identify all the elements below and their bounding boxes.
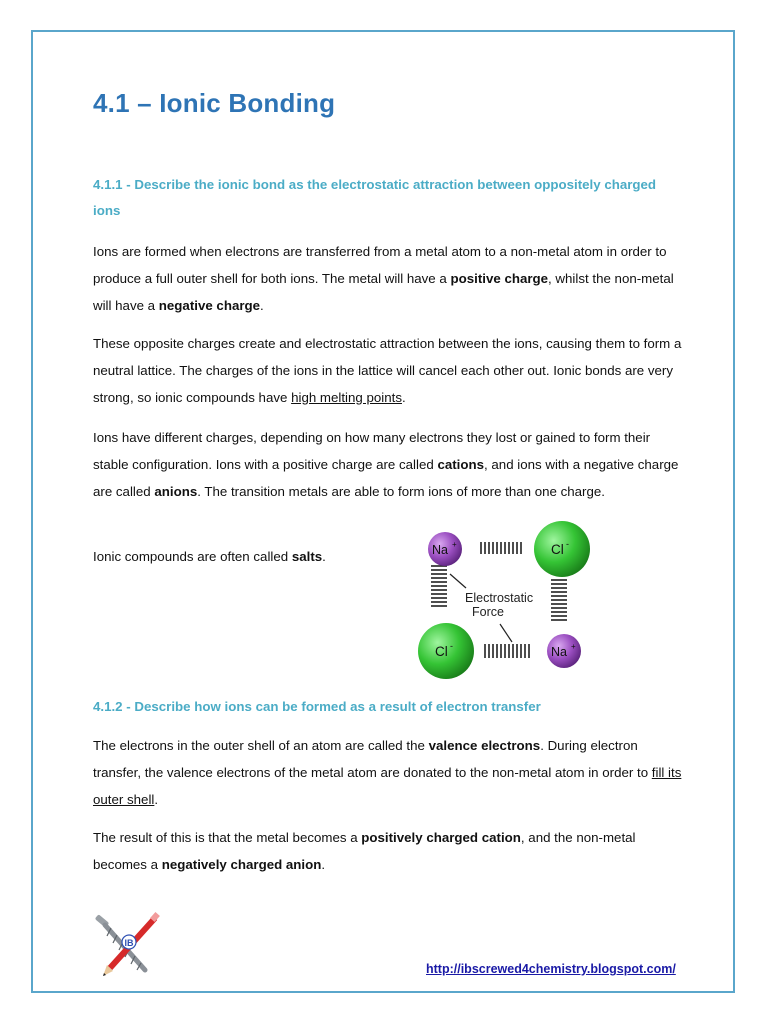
ion-label: Na	[551, 645, 567, 659]
chloride-ion-bottom	[418, 623, 474, 679]
text-run: . The transition metals are able to form ions of more than one charge.	[197, 484, 605, 499]
bond-top	[481, 542, 521, 554]
footer-blog-link[interactable]: http://ibscrewed4chemistry.blogspot.com/	[426, 962, 676, 976]
underlined-term: fill its outer shell	[93, 765, 682, 807]
sodium-ion-top	[428, 532, 462, 566]
text-run: Ions are formed when electrons are transferred from a metal atom to a non-metal atom in order to produce a full outer shell for both ions. The metal will have a	[93, 244, 667, 286]
text-run: Ions have different charges, depending on how many electrons they lost or gained to form their stable configuration. Ions with a positive charge are called	[93, 430, 651, 472]
bold-term: cations	[437, 457, 485, 472]
text-run: .	[260, 298, 264, 313]
section-heading-4-1-2: 4.1.2 - Describe how ions can be formed as a result of electron transfer	[93, 699, 541, 714]
paragraph-ion-charges	[93, 424, 683, 505]
paragraph-ion-formation	[93, 238, 683, 319]
bold-term: salts	[291, 549, 323, 564]
sodium-ion-bottom	[547, 634, 581, 668]
bond-left	[431, 566, 447, 606]
paragraph-salts	[93, 543, 393, 570]
bold-term: positive charge	[450, 271, 549, 286]
ib-screwed-logo	[93, 912, 163, 978]
charge-sign: +	[571, 642, 576, 651]
text-run: . During electron transfer, the valence electrons of the metal atom are donated to the non-metal atom in order to	[93, 738, 652, 780]
text-run: , and the non-metal becomes a	[93, 830, 636, 872]
chloride-ion-top	[534, 521, 590, 577]
bond-bottom	[485, 644, 529, 658]
section-heading-4-1-1: 4.1.1 - Describe the ionic bond as the electrostatic attraction between oppositely charged ions	[93, 177, 657, 218]
ionic-lattice-diagram	[410, 516, 600, 686]
paragraph-cation-anion	[93, 824, 683, 878]
text-run: .	[154, 792, 159, 807]
screw-icon	[95, 914, 145, 970]
bond-right	[551, 580, 567, 620]
ion-label: Cl	[435, 644, 448, 659]
text-run: The result of this is that the metal becomes a	[93, 830, 362, 845]
text-run: , whilst the non-metal will have a	[93, 271, 674, 313]
text-run: Ionic compounds are often called	[93, 549, 292, 564]
bold-term: valence electrons	[428, 738, 541, 753]
underlined-term: high melting points	[291, 390, 402, 405]
text-run: The electrons in the outer shell of an atom are called the	[93, 738, 429, 753]
ion-label: Cl	[551, 542, 564, 557]
charge-sign: -	[450, 641, 453, 651]
force-label-line2: Force	[472, 605, 504, 619]
bold-term: positively charged cation	[361, 830, 521, 845]
paragraph-valence-electrons	[93, 732, 683, 813]
logo-text: IB	[124, 938, 134, 948]
page-title: 4.1 – Ionic Bonding	[93, 88, 336, 118]
bold-term: anions	[154, 484, 198, 499]
paragraph-electrostatic-attraction	[93, 330, 683, 411]
bold-term: negatively charged anion	[161, 857, 322, 872]
text-run: .	[401, 390, 406, 405]
bold-term: negative charge	[158, 298, 261, 313]
force-label-line1: Electrostatic	[465, 591, 534, 605]
charge-sign: -	[566, 539, 569, 549]
text-run: .	[321, 857, 326, 872]
ion-label: Na	[432, 543, 448, 557]
text-run: , and ions with a negative charge are called	[93, 457, 679, 499]
text-run: .	[322, 549, 326, 564]
charge-sign: +	[452, 540, 457, 549]
text-run: These opposite charges create and electrostatic attraction between the ions, causing them to form a neutral lattice. The charges of the ions in the lattice will cancel each other out. Ionic bonds are very strong, so ionic compounds have	[93, 336, 682, 405]
